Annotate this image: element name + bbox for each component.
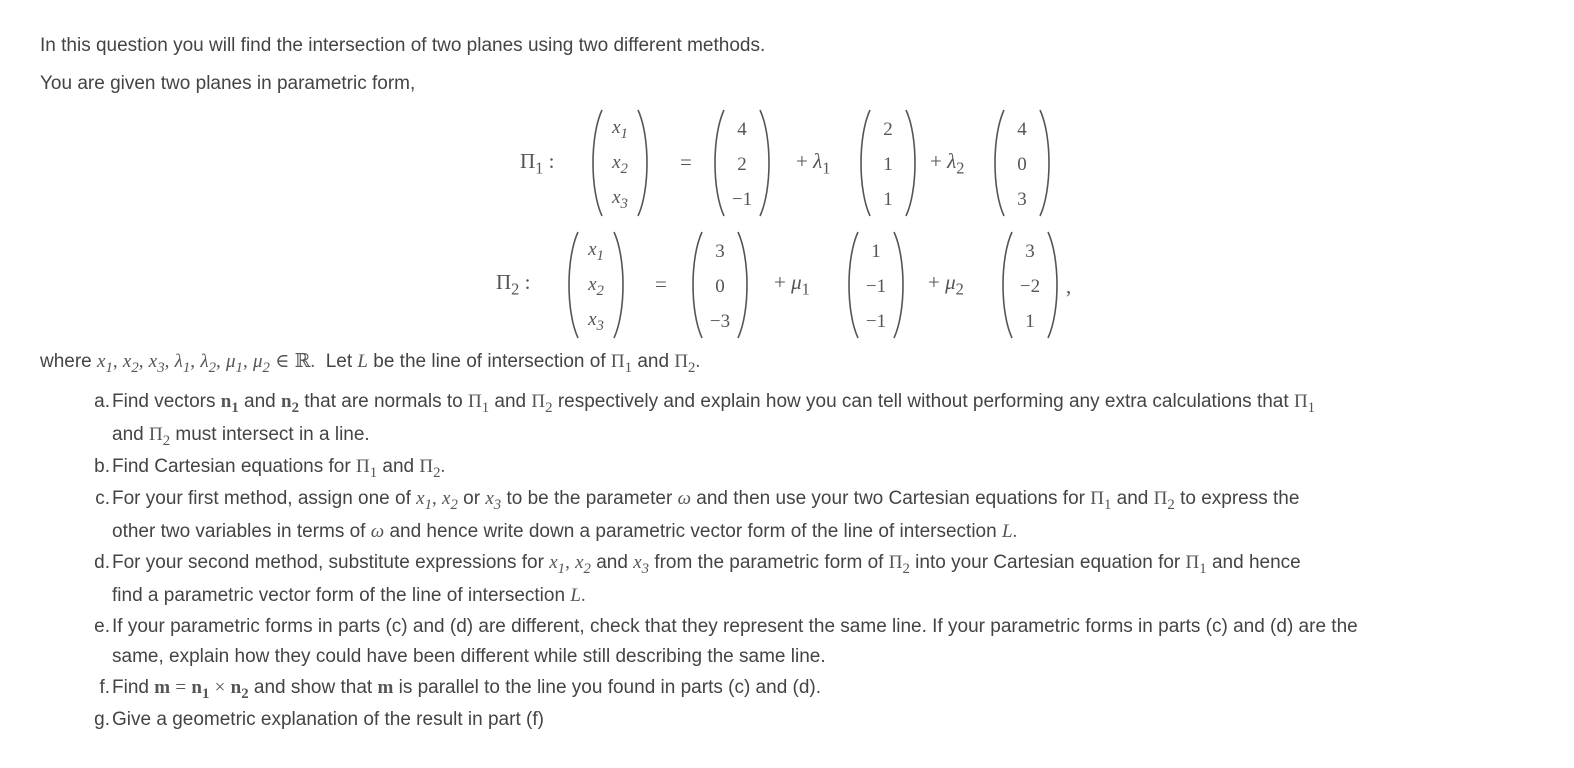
vector-entry: $x_2$ (612, 152, 628, 178)
plane2-direction2-vector (1000, 228, 1060, 342)
vector-entry: 4 (737, 119, 747, 140)
plane1-point-vector (712, 106, 772, 220)
equals-sign: = (655, 272, 667, 296)
list-item-continuation: find a parametric vector form of the line of intersection L. (112, 585, 586, 606)
plane1-direction1-vector (858, 106, 918, 220)
vector-entry: 2 (883, 119, 893, 140)
intro-line-1: In this question you will find the intersection of two planes using two different methods. (40, 35, 766, 56)
plane1-param1: + $\lambda_1$ (796, 149, 831, 178)
equals-sign: = (680, 150, 692, 174)
plane2-label: $\Pi_2$ : (496, 270, 531, 299)
vector-entry: 1 (871, 241, 881, 262)
plane2-direction1-vector (846, 228, 906, 342)
plane2-lhs-vector (566, 228, 626, 342)
vector-entry: 4 (1017, 119, 1027, 140)
intro-line-2: You are given two planes in parametric form, (40, 73, 416, 94)
vector-entry: −1 (731, 189, 753, 210)
vector-entry: −2 (1019, 276, 1041, 297)
plane1-label: $\Pi_1$ : (520, 149, 555, 178)
vector-entry: 1 (883, 154, 893, 175)
list-item-continuation: other two variables in terms of ω and hence write down a parametric vector form of the line of intersection L. (112, 521, 1018, 542)
plane2-point-vector (690, 228, 750, 342)
vector-entry: $x_1$ (612, 117, 628, 143)
plane1-lhs-vector (590, 106, 650, 220)
vector-entry: 3 (1025, 241, 1035, 262)
vector-entry: 1 (1025, 311, 1035, 332)
vector-entry: 2 (737, 154, 747, 175)
plane2-param2: + $\mu_2$ (928, 270, 964, 299)
vector-entry: −1 (865, 311, 887, 332)
vector-entry: 0 (1017, 154, 1027, 175)
vector-entry: 0 (715, 276, 725, 297)
vector-entry: 3 (1017, 189, 1027, 210)
list-item-continuation: same, explain how they could have been different while still describing the same line. (112, 646, 826, 667)
plane1-param2: + $\lambda_2$ (930, 149, 965, 178)
vector-entry: $x_3$ (588, 309, 604, 335)
vector-entry: −3 (709, 311, 731, 332)
plane2-param1: + $\mu_1$ (774, 270, 810, 299)
trailing-comma: , (1066, 274, 1072, 298)
vector-entry: $x_3$ (612, 187, 628, 213)
vector-entry: $x_1$ (588, 239, 604, 265)
vector-entry: −1 (865, 276, 887, 297)
vector-entry: $x_2$ (588, 274, 604, 300)
list-item-continuation: and $\Pi_2$ must intersect in a line. (112, 424, 370, 450)
plane1-direction2-vector (992, 106, 1052, 220)
vector-entry: 1 (883, 189, 893, 210)
vector-entry: 3 (715, 241, 725, 262)
where-line: where $x_1$, $x_2$, $x_3$, $\lambda_1$, $\lambda_2$, $\mu_1$, $\mu_2$ ∈ ℝ. Let L be the line of intersection of $\Pi_1$ and $\Pi_2$. (40, 351, 701, 377)
